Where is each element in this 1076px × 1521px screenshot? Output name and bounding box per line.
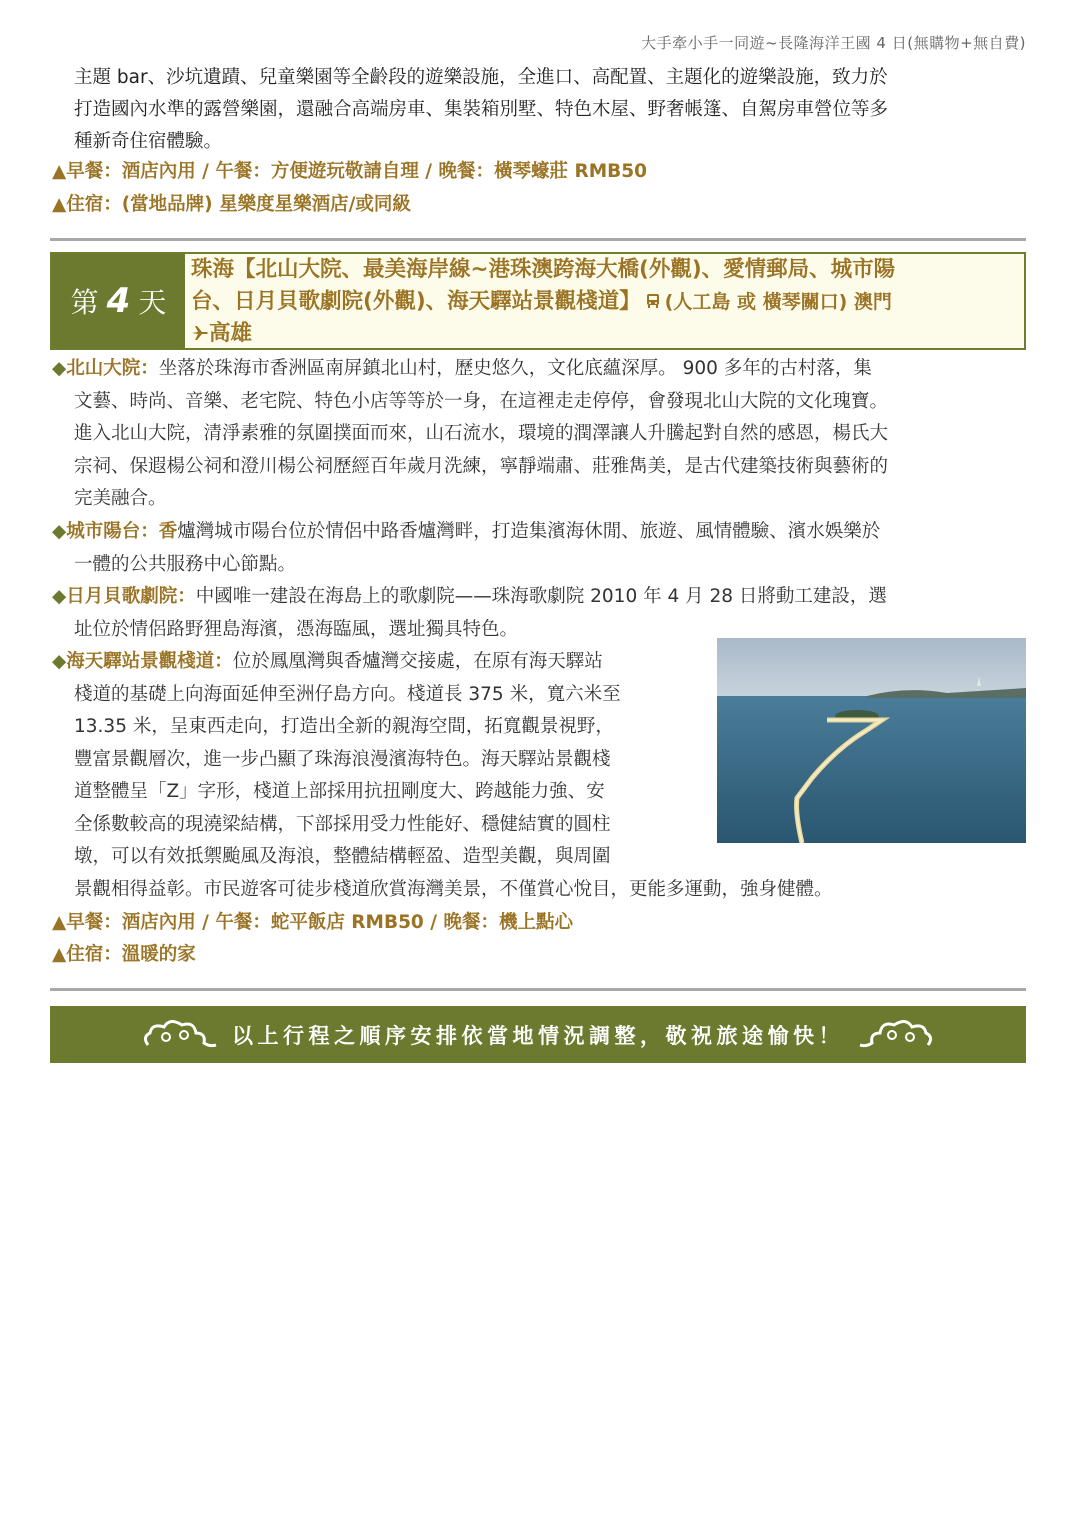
plane-icon: [191, 324, 209, 342]
day3-intro-paragraph: 主題 bar、沙坑遺蹟、兒童樂園等全齡段的遊樂設施，全進口、高配置、主題化的遊樂設施，致力於 打造國內水準的露營樂園，還融合高端房車、集裝箱別墅、特色木屋、野奢帳篷、自駕房車營位等多 種新奇住宿體驗。: [74, 67, 889, 152]
attraction-city-balcony: ◆城市陽台：香爐灣城市陽台位於情侶中路香爐灣畔，打造集濱海休閒、旅遊、風情體驗、濱水娛樂於 一體的公共服務中心節點。: [52, 521, 881, 575]
day3-meal-info: ▲早餐：酒店內用 / 午餐：方便遊玩敬請自理 / 晚餐：橫琴蠔莊 RMB50: [52, 161, 647, 182]
page-header-note: 大手牽小手一同遊~長隆海洋王國 4 日(無購物+無自費): [641, 34, 1026, 52]
attraction-opera-house: ◆日月貝歌劇院：中國唯一建設在海島上的歌劇院——珠海歌劇院 2010 年 4 月 28 日將動工建設，選 址位於情侶路野狸島海濱，憑海臨風，選址獨具特色。: [52, 586, 887, 640]
footer-banner: 以上行程之順序安排依當地情況調整，敬祝旅途愉快！: [50, 1006, 1026, 1063]
day3-stay-info: ▲住宿：(當地品牌) 星樂度星樂酒店/或同級: [52, 194, 411, 215]
day4-route-title: 珠海【北山大院、最美海岸線~港珠澳跨海大橋(外觀)、愛情郵局、城市陽 台、日月貝歌劇院(外觀)、海天驛站景觀棧道】 (人工島 或 橫琴關口) 澳門 高雄: [191, 257, 896, 346]
cloud-ornament-icon: [140, 1015, 220, 1055]
day4-meal-info: ▲早餐：酒店內用 / 午餐：蛇平飯店 RMB50 / 晚餐：機上點心: [52, 912, 573, 933]
attraction-boardwalk: ◆海天驛站景觀棧道：位於鳳凰灣與香爐灣交接處，在原有海天驛站 棧道的基礎上向海面延伸至洲仔島方向。棧道長 375 米，寬六米至 13.35 米，呈東西走向，打造出全新的親海空間，拓寬觀景視野， 豐富景觀層次，進一步凸顯了珠海浪漫濱海特色。海天驛站景觀棧 道整體呈「Z」字形，棧道上部採用抗扭剛度大、跨越能力強、安 全係數較高的現澆梁結構，下部採用受力性能好、穩健結實的圓柱 墩，可以有效抵禦颱風及海浪，整體結構輕盈、造型美觀，與周圍 景觀相得益彰。市民遊客可徒步棧道欣賞海灣美景，不僅賞心悅目，更能多運動，強身健體。: [52, 651, 833, 900]
diamond-bullet-icon: ◆: [52, 358, 67, 379]
attraction-beishan: ◆北山大院：坐落於珠海市香洲區南屏鎮北山村，歷史悠久，文化底蘊深厚。 900 多年的古村落，集 文藝、時尚、音樂、老宅院、特色小店等等於一身，在這裡走走停停，會發現北山大院的文化瑰寶。 進入北山大院，清淨素雅的氛圍撲面而來，山石流水，環境的潤澤讓人升騰起對自然的感恩，楊氏大 宗祠、保遐楊公祠和澄川楊公祠歷經百年歲月洗練，寧靜端肅、莊雅雋美，是古代建築技術與藝術的 完美融合。: [52, 358, 889, 509]
day4-stay-info: ▲住宿：溫暖的家: [52, 944, 196, 965]
section-divider: [50, 988, 1026, 991]
boardwalk-photo: [717, 638, 1026, 843]
section-divider: [50, 238, 1026, 241]
diamond-bullet-icon: ◆: [52, 586, 67, 607]
diamond-bullet-icon: ◆: [52, 651, 67, 672]
diamond-bullet-icon: ◆: [52, 521, 67, 542]
day4-title-bar: [50, 252, 1026, 350]
bus-icon: [645, 293, 661, 309]
day4-label: 第 4 天: [52, 254, 185, 348]
cloud-ornament-icon: [856, 1015, 936, 1055]
